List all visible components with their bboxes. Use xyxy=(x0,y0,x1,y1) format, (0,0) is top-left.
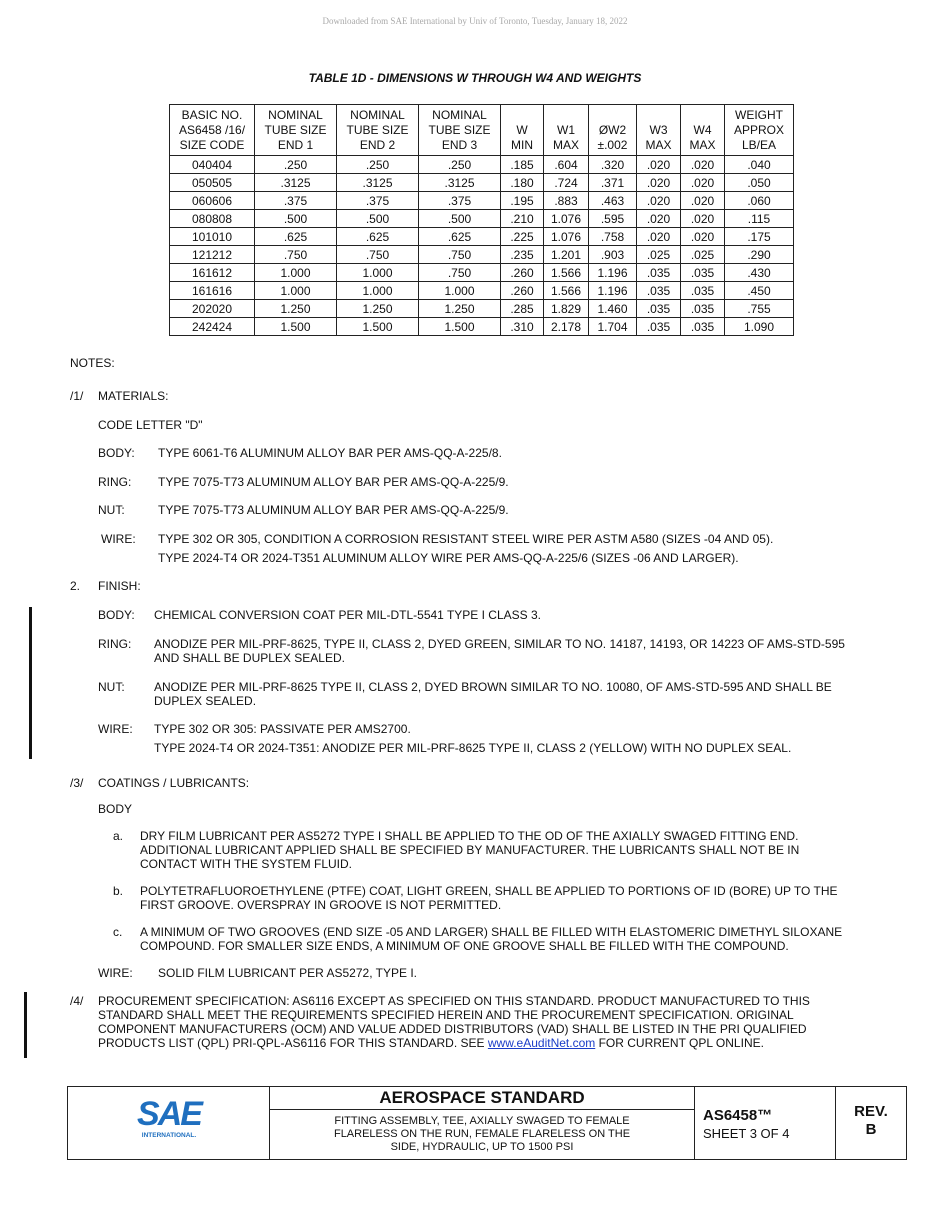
sheet-number: SHEET 3 OF 4 xyxy=(703,1126,790,1141)
table-cell: .430 xyxy=(725,264,794,282)
table-cell: 1.000 xyxy=(337,264,419,282)
table-cell: .175 xyxy=(725,228,794,246)
title-block-standard-cell xyxy=(695,1087,836,1159)
title-block-description-cell xyxy=(270,1087,695,1159)
eauditnet-link[interactable]: www.eAuditNet.com xyxy=(487,1036,596,1050)
note-2-wire-text-1: TYPE 302 OR 305: PASSIVATE PER AMS2700. xyxy=(154,722,411,736)
table-cell: .625 xyxy=(419,228,501,246)
standard-number: AS6458™ xyxy=(703,1107,773,1124)
note-4-marker: /4/ xyxy=(70,994,84,1008)
col-header-w3: W3 MAX xyxy=(637,105,681,156)
note-2-marker: 2. xyxy=(70,579,81,593)
table-cell: .625 xyxy=(337,228,419,246)
table-cell: .310 xyxy=(501,318,544,336)
table-cell: 1.250 xyxy=(255,300,337,318)
note-3-c-line-2: COMPOUND. FOR SMALLER SIZE ENDS, A MINIMUM OF ONE GROOVE SHALL BE FILLED WITH THE COMPOUND. xyxy=(140,939,789,953)
table-cell: .500 xyxy=(255,210,337,228)
note-2-wire-label: WIRE: xyxy=(98,722,133,736)
title-block-revision-cell xyxy=(836,1087,906,1159)
table-cell: .755 xyxy=(725,300,794,318)
table-cell: .320 xyxy=(589,156,637,174)
note-3-b-marker: b. xyxy=(113,884,124,898)
note-1-body-text: TYPE 6061-T6 ALUMINUM ALLOY BAR PER AMS-QQ-A-225/8. xyxy=(158,446,502,460)
note-2-nut-text-2: DUPLEX SEALED. xyxy=(154,694,257,708)
note-1-wire-text-1: TYPE 302 OR 305, CONDITION A CORROSION RESISTANT STEEL WIRE PER ASTM A580 (SIZES -04 AND 05). xyxy=(158,532,774,546)
table-cell: 1.076 xyxy=(544,210,589,228)
dimensions-table xyxy=(169,104,794,336)
table-cell: .750 xyxy=(419,246,501,264)
table-cell: 1.201 xyxy=(544,246,589,264)
note-3-c-marker: c. xyxy=(113,925,123,939)
table-cell: .750 xyxy=(337,246,419,264)
table-cell: .025 xyxy=(681,246,725,264)
table-cell: .375 xyxy=(255,192,337,210)
sae-logo xyxy=(136,1095,206,1143)
table-cell: 161612 xyxy=(170,264,255,282)
table-header-row xyxy=(170,105,794,156)
note-1-nut-text: TYPE 7075-T73 ALUMINUM ALLOY BAR PER AMS-QQ-A-225/9. xyxy=(158,503,509,517)
table-cell: .750 xyxy=(419,264,501,282)
table-cell: .195 xyxy=(501,192,544,210)
table-cell: .020 xyxy=(637,228,681,246)
table-cell: 1.500 xyxy=(337,318,419,336)
note-2-nut-label: NUT: xyxy=(98,680,125,694)
download-banner: Downloaded from SAE International by Univ of Toronto, Tuesday, January 18, 2022 xyxy=(322,16,628,26)
table-cell: 101010 xyxy=(170,228,255,246)
table-cell: .210 xyxy=(501,210,544,228)
revision-value: B xyxy=(865,1121,877,1138)
note-2-nut-text-1: ANODIZE PER MIL-PRF-8625 TYPE II, CLASS 2, DYED BROWN SIMILAR TO NO. 10080, OF AMS-STD-595 AND SHALL BE xyxy=(154,680,832,694)
note-3-a-line-1: DRY FILM LUBRICANT PER AS5272 TYPE I SHALL BE APPLIED TO THE OD OF THE AXIALLY SWAGED FITTING END. xyxy=(140,829,799,843)
table-cell: 202020 xyxy=(170,300,255,318)
table-cell: .020 xyxy=(681,210,725,228)
table-cell: .450 xyxy=(725,282,794,300)
table-cell: .035 xyxy=(681,318,725,336)
note-1-ring-text: TYPE 7075-T73 ALUMINUM ALLOY BAR PER AMS-QQ-A-225/9. xyxy=(158,475,509,489)
table-cell: 1.000 xyxy=(337,282,419,300)
table-cell: 1.566 xyxy=(544,264,589,282)
table-cell: .260 xyxy=(501,264,544,282)
note-4-line-1: PROCUREMENT SPECIFICATION: AS6116 EXCEPT AS SPECIFIED ON THIS STANDARD. PRODUCT MANUFACTURED TO THIS xyxy=(98,994,810,1008)
sae-logo-subtext: INTERNATIONAL. xyxy=(141,1132,197,1139)
table-cell: .040 xyxy=(725,156,794,174)
note-4-line-4 xyxy=(98,1036,764,1050)
description-line-1: FITTING ASSEMBLY, TEE, AXIALLY SWAGED TO FEMALE xyxy=(334,1115,630,1127)
table-cell: 1.460 xyxy=(589,300,637,318)
table-cell: 060606 xyxy=(170,192,255,210)
col-header-w2: ØW2 ±.002 xyxy=(589,105,637,156)
table-row xyxy=(170,264,794,282)
table-row xyxy=(170,300,794,318)
table-cell: .020 xyxy=(637,174,681,192)
note-1-wire-label: WIRE: xyxy=(101,532,136,546)
table-cell: .035 xyxy=(681,300,725,318)
note-3-title: COATINGS / LUBRICANTS: xyxy=(98,776,250,790)
table-cell: .020 xyxy=(681,156,725,174)
table-row xyxy=(170,156,794,174)
table-cell: .020 xyxy=(637,192,681,210)
note-1-title: MATERIALS: xyxy=(98,389,169,403)
col-header-weight: WEIGHT APPROX LB/EA xyxy=(725,105,794,156)
table-cell: 1.000 xyxy=(255,264,337,282)
note-1-ring-label: RING: xyxy=(98,475,132,489)
table-cell: .595 xyxy=(589,210,637,228)
table-cell: 1.500 xyxy=(419,318,501,336)
table-cell: .375 xyxy=(337,192,419,210)
col-header-w: W MIN xyxy=(501,105,544,156)
note-3-marker: /3/ xyxy=(70,776,84,790)
note-2-title: FINISH: xyxy=(98,579,141,593)
note-1-wire-text-2: TYPE 2024-T4 OR 2024-T351 ALUMINUM ALLOY WIRE PER AMS-QQ-A-225/6 (SIZES -06 AND LARGER). xyxy=(158,551,739,565)
description-line-3: SIDE, HYDRAULIC, UP TO 1500 PSI xyxy=(390,1141,574,1153)
note-2-body-text: CHEMICAL CONVERSION COAT PER MIL-DTL-5541 TYPE I CLASS 3. xyxy=(154,608,541,622)
table-cell: .3125 xyxy=(337,174,419,192)
table-cell: .625 xyxy=(255,228,337,246)
table-row xyxy=(170,282,794,300)
table-cell: .604 xyxy=(544,156,589,174)
note-3-a-line-3: CONTACT WITH THE SYSTEM FLUID. xyxy=(140,857,353,871)
note-4-line-2: STANDARD SHALL MEET THE REQUIREMENTS SPECIFIED HEREIN AND THE PROCUREMENT SPECIFICATION. ORIGINAL xyxy=(98,1008,794,1022)
table-cell: 1.250 xyxy=(419,300,501,318)
col-header-w4: W4 MAX xyxy=(681,105,725,156)
table-row xyxy=(170,192,794,210)
table-cell: 242424 xyxy=(170,318,255,336)
col-header-end2: NOMINAL TUBE SIZE END 2 xyxy=(337,105,419,156)
table-cell: .180 xyxy=(501,174,544,192)
table-row xyxy=(170,228,794,246)
note-2-body-label: BODY: xyxy=(98,608,135,622)
table-cell: 121212 xyxy=(170,246,255,264)
note-3-wire-label: WIRE: xyxy=(98,966,133,980)
col-header-end3: NOMINAL TUBE SIZE END 3 xyxy=(419,105,501,156)
title-block xyxy=(67,1086,907,1160)
table-cell: .225 xyxy=(501,228,544,246)
table-cell: 1.704 xyxy=(589,318,637,336)
col-header-end1: NOMINAL TUBE SIZE END 1 xyxy=(255,105,337,156)
note-1-code-letter: CODE LETTER "D" xyxy=(98,418,203,432)
table-cell: .235 xyxy=(501,246,544,264)
note-3-b-line-2: FIRST GROOVE. OVERSPRAY IN GROOVE IS NOT PERMITTED. xyxy=(140,898,502,912)
note-3-a-line-2: ADDITIONAL LUBRICANT APPLIED SHALL BE SPECIFIED BY MANUFACTURER. THE LUBRICANTS SHALL NOT BE IN xyxy=(140,843,800,857)
table-cell: 2.178 xyxy=(544,318,589,336)
table-cell: .500 xyxy=(419,210,501,228)
table-cell: 1.000 xyxy=(419,282,501,300)
table-cell: .500 xyxy=(337,210,419,228)
change-bar xyxy=(29,607,32,759)
table-cell: .060 xyxy=(725,192,794,210)
note-1-body-label: BODY: xyxy=(98,446,135,460)
table-cell: .115 xyxy=(725,210,794,228)
table-cell: 161616 xyxy=(170,282,255,300)
title-block-logo-cell xyxy=(68,1087,270,1159)
table-cell: .883 xyxy=(544,192,589,210)
table-cell: 050505 xyxy=(170,174,255,192)
table-cell: .750 xyxy=(255,246,337,264)
table-cell: 1.090 xyxy=(725,318,794,336)
table-row xyxy=(170,318,794,336)
col-header-basic-no: BASIC NO. AS6458 /16/ SIZE CODE xyxy=(170,105,255,156)
table-cell: 1.196 xyxy=(589,282,637,300)
revision-label: REV. xyxy=(854,1103,888,1120)
revision xyxy=(836,1103,906,1139)
sae-logo-text: SAE xyxy=(137,1095,201,1133)
table-cell: 1.566 xyxy=(544,282,589,300)
table-cell: .250 xyxy=(419,156,501,174)
table-cell: .020 xyxy=(681,174,725,192)
table-cell: 040404 xyxy=(170,156,255,174)
table-cell: .250 xyxy=(255,156,337,174)
table-cell: .185 xyxy=(501,156,544,174)
table-cell: 080808 xyxy=(170,210,255,228)
table-cell: .724 xyxy=(544,174,589,192)
table-cell: .250 xyxy=(337,156,419,174)
table-cell: .035 xyxy=(637,282,681,300)
note-2-ring-text-2: AND SHALL BE DUPLEX SEALED. xyxy=(154,651,345,665)
table-cell: .375 xyxy=(419,192,501,210)
note-4-line-3: COMPONENT MANUFACTURERS (OCM) AND VALUE ADDED DISTRIBUTORS (VAD) SHALL BE LISTED IN THE PRI QUALIFIED xyxy=(98,1022,807,1036)
table-cell: .3125 xyxy=(255,174,337,192)
table-cell: .020 xyxy=(681,228,725,246)
standard-description xyxy=(290,1115,674,1154)
table-cell: .035 xyxy=(681,282,725,300)
table-cell: .463 xyxy=(589,192,637,210)
table-cell: .025 xyxy=(637,246,681,264)
note-3-a-marker: a. xyxy=(113,829,124,843)
note-2-ring-text-1: ANODIZE PER MIL-PRF-8625, TYPE II, CLASS 2, DYED GREEN, SIMILAR TO NO. 14187, 14193, OR 14223 OF AMS-STD-595 xyxy=(154,637,845,651)
table-title: TABLE 1D - DIMENSIONS W THROUGH W4 AND WEIGHTS xyxy=(308,71,642,85)
table-cell: .020 xyxy=(637,156,681,174)
table-cell: .290 xyxy=(725,246,794,264)
description-line-2: FLARELESS ON THE RUN, FEMALE FLARELESS ON THE xyxy=(333,1128,631,1140)
note-3-c-line-1: A MINIMUM OF TWO GROOVES (END SIZE -05 AND LARGER) SHALL BE FILLED WITH ELASTOMERIC DIMETHYL SILOXANE xyxy=(140,925,843,939)
table-cell: 1.000 xyxy=(255,282,337,300)
table-cell: .035 xyxy=(637,264,681,282)
table-cell: .035 xyxy=(681,264,725,282)
notes-heading: NOTES: xyxy=(70,356,115,370)
table-cell: .758 xyxy=(589,228,637,246)
table-cell: .260 xyxy=(501,282,544,300)
table-cell: 1.076 xyxy=(544,228,589,246)
table-cell: .035 xyxy=(637,300,681,318)
note-3-wire-text: SOLID FILM LUBRICANT PER AS5272, TYPE I. xyxy=(158,966,417,980)
table-cell: .285 xyxy=(501,300,544,318)
aerospace-standard-heading: AEROSPACE STANDARD xyxy=(270,1087,694,1110)
table-cell: .035 xyxy=(637,318,681,336)
note-3-b-line-1: POLYTETRAFLUOROETHYLENE (PTFE) COAT, LIGHT GREEN, SHALL BE APPLIED TO PORTIONS OF ID (BORE) UP TO THE xyxy=(140,884,838,898)
note-1-nut-label: NUT: xyxy=(98,503,125,517)
col-header-w1: W1 MAX xyxy=(544,105,589,156)
table-cell: 1.500 xyxy=(255,318,337,336)
table-cell: 1.829 xyxy=(544,300,589,318)
note-4-line-4-suffix: FOR CURRENT QPL ONLINE. xyxy=(595,1036,764,1050)
note-2-ring-label: RING: xyxy=(98,637,132,651)
table-cell: .371 xyxy=(589,174,637,192)
table-cell: 1.250 xyxy=(337,300,419,318)
note-4-line-4-text: PRODUCTS LIST (QPL) PRI-QPL-AS6116 FOR THIS STANDARD. SEE xyxy=(98,1036,488,1050)
table-row xyxy=(170,174,794,192)
table-cell: .050 xyxy=(725,174,794,192)
table-row xyxy=(170,210,794,228)
table-cell: .020 xyxy=(681,192,725,210)
change-bar xyxy=(24,992,27,1058)
table-cell: 1.196 xyxy=(589,264,637,282)
table-cell: .903 xyxy=(589,246,637,264)
note-3-body-label: BODY xyxy=(98,802,133,816)
note-1-marker: /1/ xyxy=(70,389,84,403)
table-cell: .020 xyxy=(637,210,681,228)
table-row xyxy=(170,246,794,264)
note-2-wire-text-2: TYPE 2024-T4 OR 2024-T351: ANODIZE PER MIL-PRF-8625 TYPE II, CLASS 2 (YELLOW) WITH NO DUPLEX SEAL. xyxy=(154,741,792,755)
table-cell: .3125 xyxy=(419,174,501,192)
